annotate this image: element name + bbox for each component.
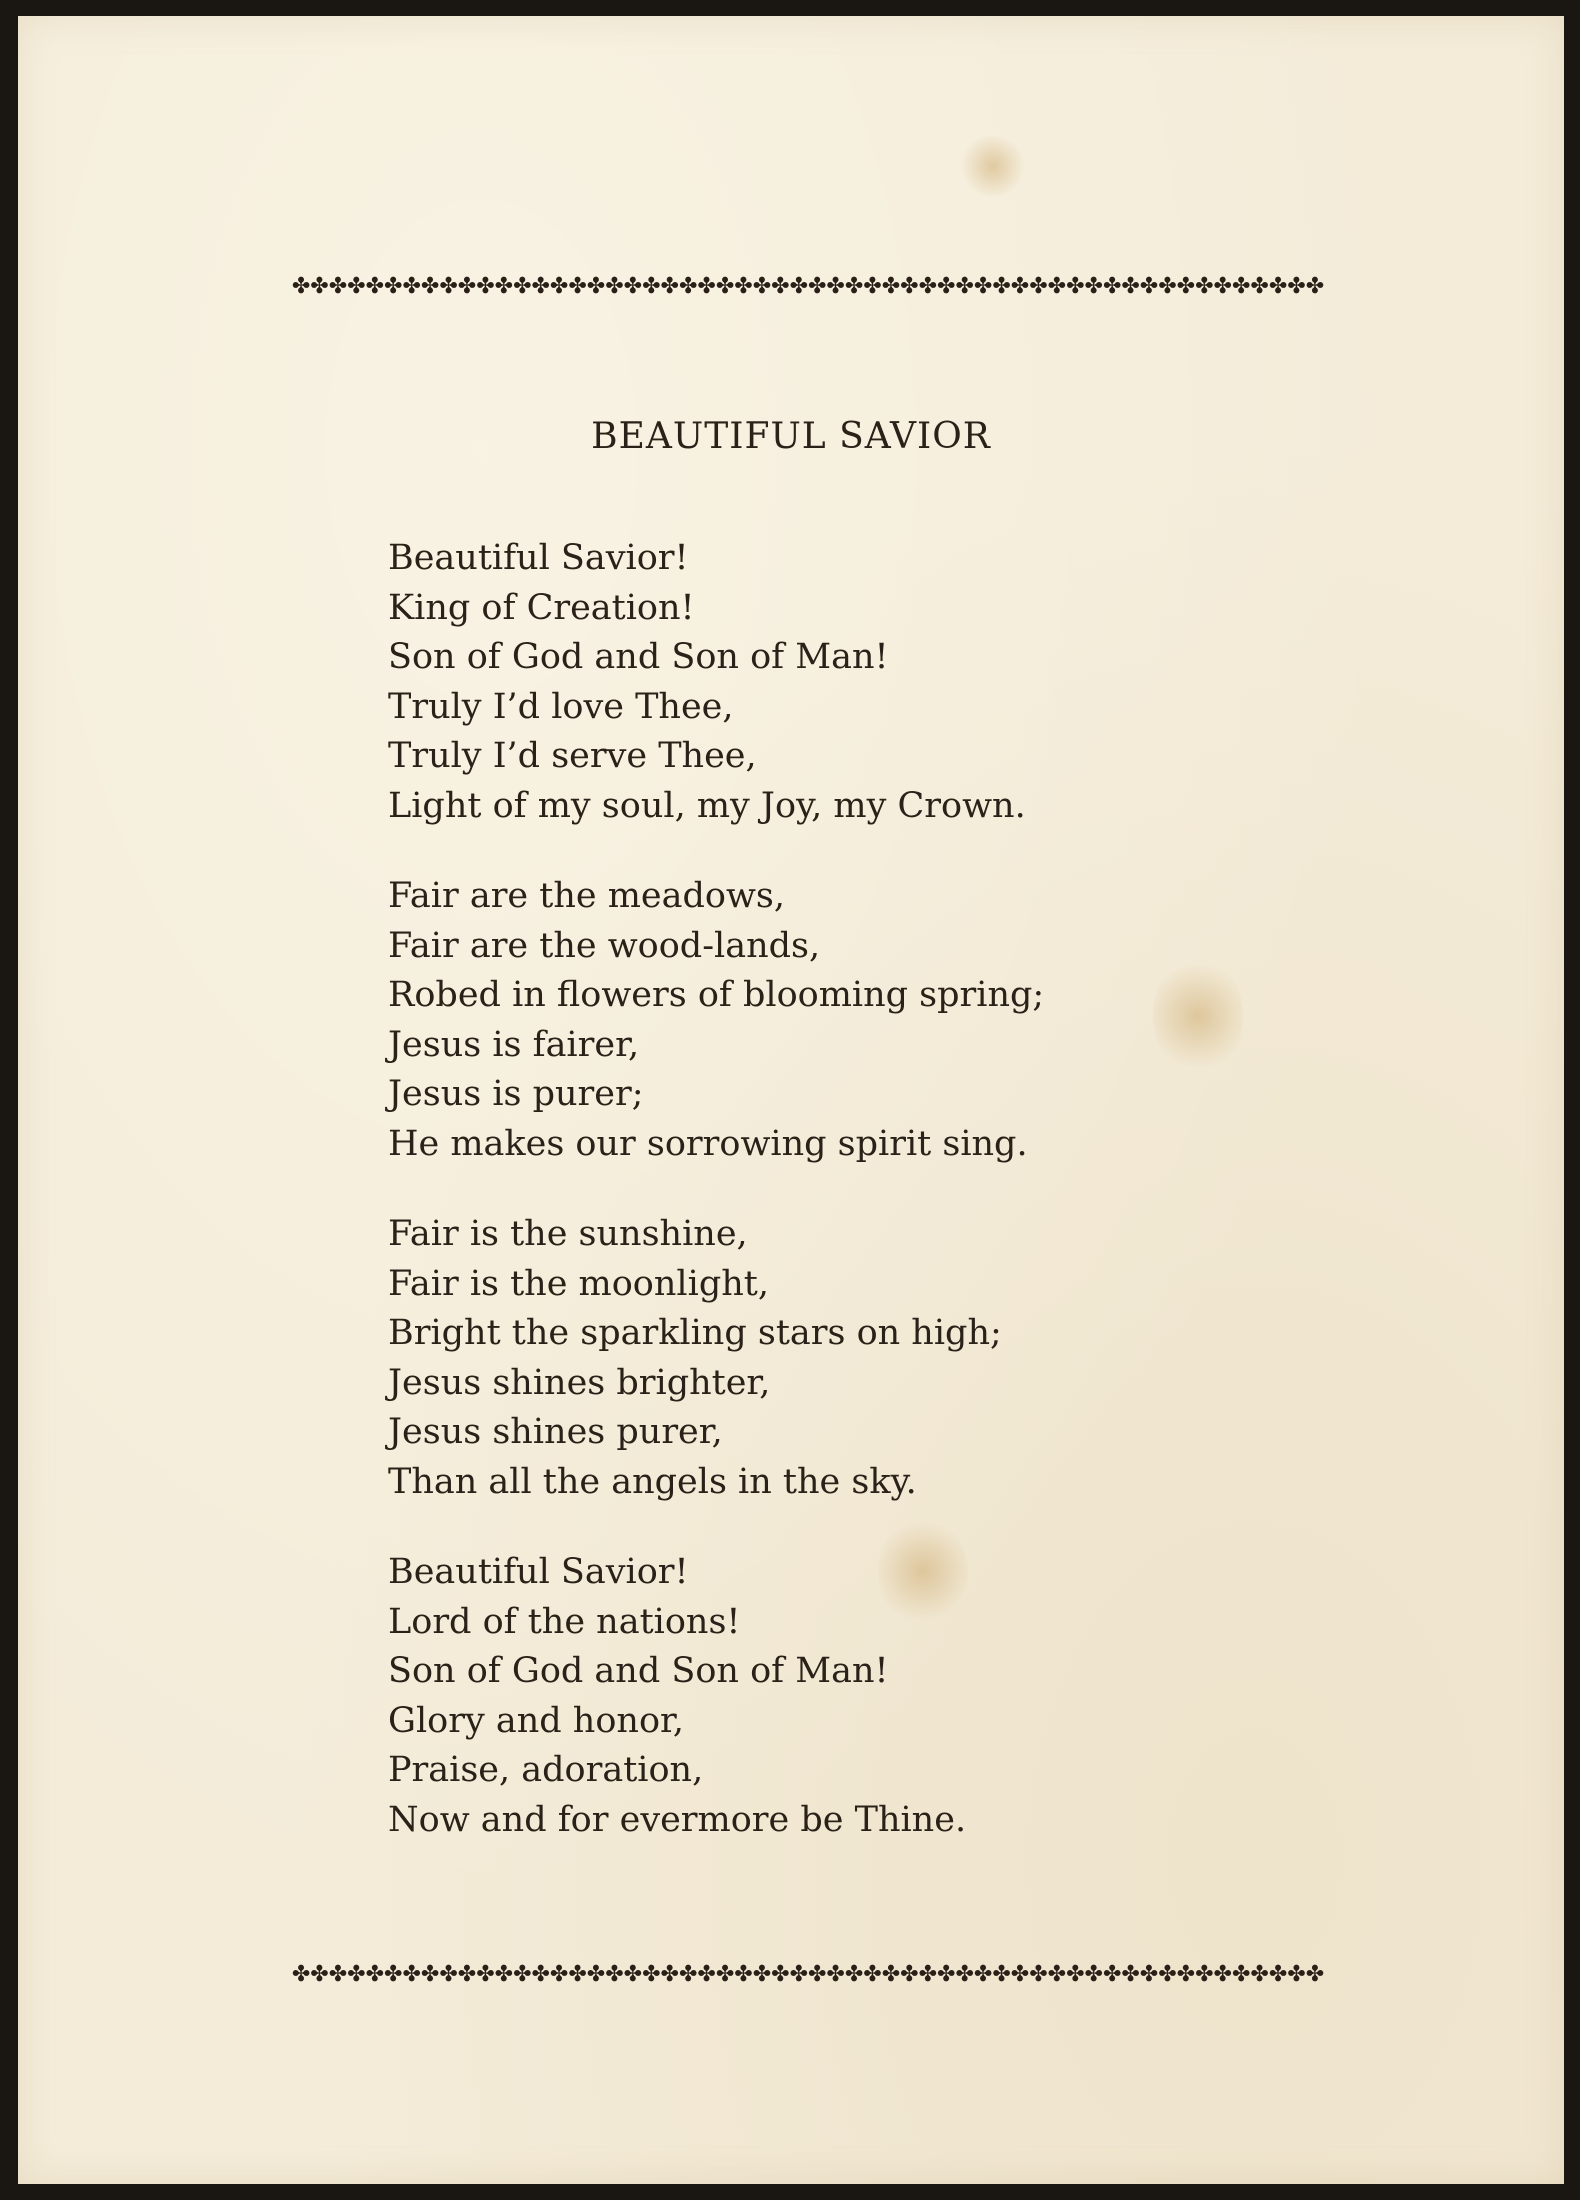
top-ornament-border: ✤✤✤✤✤✤✤✤✤✤✤✤✤✤✤✤✤✤✤✤✤✤✤✤✤✤✤✤✤✤✤✤✤✤✤✤✤✤✤✤✤✤✤✤✤✤✤✤✤✤✤✤✤✤✤✤ xyxy=(291,274,1325,299)
lyric-line: Truly I’d serve Thee, xyxy=(388,736,757,776)
hymn-lyrics xyxy=(388,534,1388,1886)
lyric-line: Now and for evermore be Thine. xyxy=(388,1799,967,1840)
lyric-line: Fair are the meadows, xyxy=(388,876,785,916)
lyric-line: Glory and honor, xyxy=(388,1700,685,1741)
lyric-line: Jesus is fairer, xyxy=(388,1024,640,1065)
lyric-line: Bright the sparkling stars on high; xyxy=(388,1313,1002,1353)
lyric-line: Light of my soul, my Joy, my Crown. xyxy=(388,785,1026,826)
lyric-line: Fair is the sunshine, xyxy=(388,1214,748,1254)
bottom-ornament-border: ✤✤✤✤✤✤✤✤✤✤✤✤✤✤✤✤✤✤✤✤✤✤✤✤✤✤✤✤✤✤✤✤✤✤✤✤✤✤✤✤✤✤✤✤✤✤✤✤✤✤✤✤✤✤✤✤ xyxy=(291,1962,1325,1987)
lyric-line: King of Creation! xyxy=(388,587,695,628)
hymn-title: BEAUTIFUL SAVIOR xyxy=(591,416,991,457)
lyric-line: Fair is the moonlight, xyxy=(388,1263,769,1304)
lyric-line: Than all the angels in the sky. xyxy=(388,1461,917,1502)
stanza-3 xyxy=(388,1210,1388,1507)
lyric-line: Beautiful Savior! xyxy=(388,1552,689,1592)
lyric-line: Son of God and Son of Man! xyxy=(388,1651,889,1691)
lyric-line: Jesus shines purer, xyxy=(388,1412,723,1452)
lyric-line: Fair are the wood-lands, xyxy=(388,925,821,966)
stanza-4 xyxy=(388,1548,1388,1845)
lyric-line: Truly I’d love Thee, xyxy=(388,686,734,727)
stanza-1 xyxy=(388,534,1388,831)
lyric-line: Jesus shines brighter, xyxy=(388,1362,771,1403)
lyric-line: Robed in flowers of blooming spring; xyxy=(388,975,1045,1015)
stanza-2 xyxy=(388,872,1388,1169)
lyric-line: Beautiful Savior! xyxy=(388,538,689,578)
lyric-line: Son of God and Son of Man! xyxy=(388,637,889,677)
lyric-line: Lord of the nations! xyxy=(388,1601,741,1642)
paper-stain xyxy=(958,136,1028,196)
lyric-line: Praise, adoration, xyxy=(388,1750,704,1790)
paper-sheet xyxy=(18,16,1564,2184)
lyric-line: Jesus is purer; xyxy=(388,1074,644,1114)
lyric-line: He makes our sorrowing spirit sing. xyxy=(388,1123,1028,1164)
